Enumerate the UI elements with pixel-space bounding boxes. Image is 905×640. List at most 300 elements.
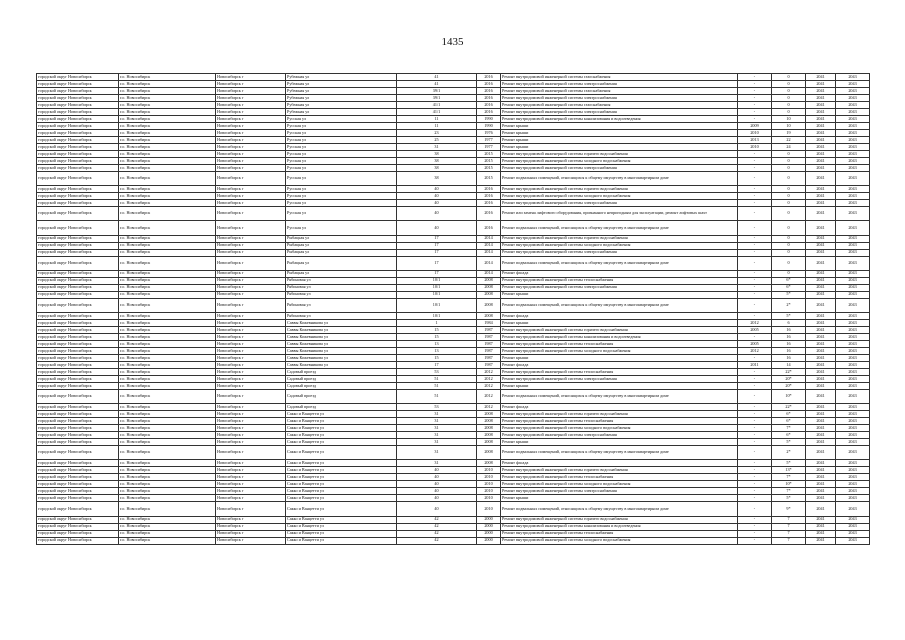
- plan-end-cell: 2043: [836, 207, 870, 221]
- year-built-cell: 2008: [477, 298, 501, 312]
- year-built-cell: 2015: [477, 158, 501, 165]
- year-built-cell: 2010: [477, 495, 501, 502]
- last-repair-year-cell: -: [738, 354, 772, 361]
- street-cell: Рябиновая ул: [286, 298, 397, 312]
- street-cell: Сакко и Ванцетти ул: [286, 474, 397, 481]
- last-repair-year-cell: -: [738, 116, 772, 123]
- district-cell: г.о. Новосибирск: [119, 418, 216, 425]
- last-repair-year-cell: 2009: [738, 123, 772, 130]
- municipality-cell: городской округ Новосибирск: [37, 382, 119, 389]
- table-row: [37, 172, 870, 186]
- table-row: [37, 81, 870, 88]
- work-type-cell: Ремонт внутридомовой инженерной системы газоснабжения: [501, 88, 738, 95]
- table-row: [37, 361, 870, 368]
- street-cell: Сакко и Ванцетти ул: [286, 446, 397, 460]
- locality-cell: Новосибирск г: [216, 130, 286, 137]
- locality-cell: Новосибирск г: [216, 326, 286, 333]
- municipality-cell: городской округ Новосибирск: [37, 495, 119, 502]
- work-type-cell: Ремонт внутридомовой инженерной системы теплоснабжения: [501, 368, 738, 375]
- work-type-cell: Ремонт внутридомовой инженерной системы электроснабжения: [501, 95, 738, 102]
- street-cell: Сакко и Ванцетти ул: [286, 537, 397, 544]
- municipality-cell: городской округ Новосибирск: [37, 298, 119, 312]
- municipality-cell: городской округ Новосибирск: [37, 277, 119, 284]
- municipality-cell: городской округ Новосибирск: [37, 270, 119, 277]
- locality-cell: Новосибирск г: [216, 95, 286, 102]
- wear-cell: 19: [772, 130, 806, 137]
- wear-cell: 16: [772, 326, 806, 333]
- house-cell: 53: [397, 404, 477, 411]
- wear-cell: 7: [772, 516, 806, 523]
- work-type-cell: Ремонт подвальных помещений, относящихся к общему имуществу в многоквартирном доме: [501, 172, 738, 186]
- table-row: [37, 137, 870, 144]
- year-built-cell: 2012: [477, 368, 501, 375]
- street-cell: Сакко и Ванцетти ул: [286, 495, 397, 502]
- street-cell: Рыбацкая ул: [286, 235, 397, 242]
- district-cell: г.о. Новосибирск: [119, 361, 216, 368]
- last-repair-year-cell: -: [738, 291, 772, 298]
- wear-cell: 5*: [772, 439, 806, 446]
- last-repair-year-cell: -: [738, 312, 772, 319]
- house-cell: 10/1: [397, 298, 477, 312]
- district-cell: г.о. Новосибирск: [119, 207, 216, 221]
- table-row: [37, 109, 870, 116]
- district-cell: г.о. Новосибирск: [119, 109, 216, 116]
- municipality-cell: городской округ Новосибирск: [37, 502, 119, 516]
- house-cell: 13: [397, 347, 477, 354]
- house-cell: 38: [397, 172, 477, 186]
- work-type-cell: Ремонт внутридомовой инженерной системы электроснабжения: [501, 488, 738, 495]
- last-repair-year-cell: -: [738, 404, 772, 411]
- plan-end-cell: 2043: [836, 277, 870, 284]
- plan-end-cell: 2043: [836, 130, 870, 137]
- municipality-cell: городской округ Новосибирск: [37, 326, 119, 333]
- plan-end-cell: 2043: [836, 102, 870, 109]
- year-built-cell: 2010: [477, 481, 501, 488]
- municipality-cell: городской округ Новосибирск: [37, 151, 119, 158]
- last-repair-year-cell: -: [738, 81, 772, 88]
- year-built-cell: 2010: [477, 467, 501, 474]
- last-repair-year-cell: 2012: [738, 319, 772, 326]
- plan-start-cell: 2041: [806, 116, 836, 123]
- year-built-cell: 2000: [477, 537, 501, 544]
- house-cell: 51: [397, 389, 477, 403]
- last-repair-year-cell: -: [738, 158, 772, 165]
- locality-cell: Новосибирск г: [216, 200, 286, 207]
- district-cell: г.о. Новосибирск: [119, 404, 216, 411]
- plan-start-cell: 2041: [806, 137, 836, 144]
- district-cell: г.о. Новосибирск: [119, 298, 216, 312]
- locality-cell: Новосибирск г: [216, 102, 286, 109]
- district-cell: г.о. Новосибирск: [119, 151, 216, 158]
- last-repair-year-cell: -: [738, 425, 772, 432]
- municipality-cell: городской округ Новосибирск: [37, 354, 119, 361]
- table-row: [37, 432, 870, 439]
- last-repair-year-cell: -: [738, 495, 772, 502]
- table-row: [37, 291, 870, 298]
- plan-end-cell: 2043: [836, 95, 870, 102]
- plan-start-cell: 2041: [806, 235, 836, 242]
- table-row: [37, 235, 870, 242]
- municipality-cell: городской округ Новосибирск: [37, 481, 119, 488]
- year-built-cell: 1987: [477, 340, 501, 347]
- table-row: [37, 200, 870, 207]
- locality-cell: Новосибирск г: [216, 186, 286, 193]
- plan-end-cell: 2043: [836, 144, 870, 151]
- plan-start-cell: 2041: [806, 425, 836, 432]
- plan-end-cell: 2043: [836, 165, 870, 172]
- wear-cell: 20*: [772, 375, 806, 382]
- last-repair-year-cell: -: [738, 537, 772, 544]
- house-cell: 41: [397, 74, 477, 81]
- year-built-cell: 1990: [477, 116, 501, 123]
- house-cell: 15: [397, 354, 477, 361]
- plan-start-cell: 2041: [806, 256, 836, 270]
- wear-cell: 6: [772, 319, 806, 326]
- locality-cell: Новосибирск г: [216, 193, 286, 200]
- house-cell: 31: [397, 432, 477, 439]
- table-row: [37, 347, 870, 354]
- wear-cell: 0: [772, 256, 806, 270]
- work-type-cell: Ремонт внутридомовой инженерной системы горячего водоснабжения: [501, 151, 738, 158]
- district-cell: г.о. Новосибирск: [119, 172, 216, 186]
- last-repair-year-cell: -: [738, 172, 772, 186]
- wear-cell: 5*: [772, 495, 806, 502]
- wear-cell: 0: [772, 102, 806, 109]
- street-cell: Рыбацкая ул: [286, 270, 397, 277]
- work-type-cell: Ремонт фасада: [501, 460, 738, 467]
- wear-cell: 0: [772, 207, 806, 221]
- table-row: [37, 418, 870, 425]
- plan-end-cell: 2043: [836, 418, 870, 425]
- municipality-cell: городской округ Новосибирск: [37, 523, 119, 530]
- locality-cell: Новосибирск г: [216, 172, 286, 186]
- plan-end-cell: 2043: [836, 74, 870, 81]
- district-cell: г.о. Новосибирск: [119, 502, 216, 516]
- house-cell: 31: [397, 144, 477, 151]
- house-cell: 10/1: [397, 291, 477, 298]
- house-cell: 17: [397, 270, 477, 277]
- locality-cell: Новосибирск г: [216, 495, 286, 502]
- street-cell: Рябиновая ул: [286, 291, 397, 298]
- wear-cell: 2*: [772, 298, 806, 312]
- work-type-cell: Ремонт внутридомовой инженерной системы холодного водоснабжения: [501, 537, 738, 544]
- house-cell: 42: [397, 537, 477, 544]
- municipality-cell: городской округ Новосибирск: [37, 488, 119, 495]
- municipality-cell: городской округ Новосибирск: [37, 411, 119, 418]
- table-row: [37, 284, 870, 291]
- house-cell: 40: [397, 200, 477, 207]
- house-cell: 11: [397, 116, 477, 123]
- table-row: [37, 368, 870, 375]
- wear-cell: 16: [772, 347, 806, 354]
- year-built-cell: 2000: [477, 516, 501, 523]
- wear-cell: 20*: [772, 382, 806, 389]
- district-cell: г.о. Новосибирск: [119, 200, 216, 207]
- municipality-cell: городской округ Новосибирск: [37, 404, 119, 411]
- street-cell: Русская ул: [286, 123, 397, 130]
- locality-cell: Новосибирск г: [216, 418, 286, 425]
- plan-end-cell: 2043: [836, 368, 870, 375]
- work-type-cell: Ремонт внутридомовой инженерной системы холодного водоснабжения: [501, 347, 738, 354]
- table-row: [37, 102, 870, 109]
- plan-start-cell: 2041: [806, 102, 836, 109]
- locality-cell: Новосибирск г: [216, 319, 286, 326]
- year-built-cell: 2008: [477, 425, 501, 432]
- work-type-cell: Ремонт внутридомовой инженерной системы холодного водоснабжения: [501, 242, 738, 249]
- district-cell: г.о. Новосибирск: [119, 432, 216, 439]
- municipality-cell: городской округ Новосибирск: [37, 347, 119, 354]
- plan-end-cell: 2043: [836, 88, 870, 95]
- year-built-cell: 2008: [477, 446, 501, 460]
- district-cell: г.о. Новосибирск: [119, 193, 216, 200]
- street-cell: Сакко и Ванцетти ул: [286, 411, 397, 418]
- street-cell: Русская ул: [286, 186, 397, 193]
- year-built-cell: 1976: [477, 130, 501, 137]
- plan-end-cell: 2043: [836, 382, 870, 389]
- house-cell: 41/1: [397, 102, 477, 109]
- house-cell: 15: [397, 333, 477, 340]
- municipality-cell: городской округ Новосибирск: [37, 291, 119, 298]
- municipality-cell: городской округ Новосибирск: [37, 200, 119, 207]
- house-cell: 17: [397, 256, 477, 270]
- district-cell: г.о. Новосибирск: [119, 481, 216, 488]
- street-cell: Садовый проезд: [286, 404, 397, 411]
- work-type-cell: Ремонт фасада: [501, 312, 738, 319]
- plan-end-cell: 2043: [836, 347, 870, 354]
- year-built-cell: 1977: [477, 144, 501, 151]
- street-cell: Рубежная ул: [286, 88, 397, 95]
- locality-cell: Новосибирск г: [216, 502, 286, 516]
- wear-cell: 24: [772, 144, 806, 151]
- district-cell: г.о. Новосибирск: [119, 340, 216, 347]
- last-repair-year-cell: 2012: [738, 347, 772, 354]
- wear-cell: 0: [772, 270, 806, 277]
- plan-end-cell: 2043: [836, 333, 870, 340]
- plan-end-cell: 2043: [836, 284, 870, 291]
- plan-end-cell: 2043: [836, 193, 870, 200]
- work-type-cell: Ремонт внутридомовой инженерной системы теплоснабжения: [501, 277, 738, 284]
- locality-cell: Новосибирск г: [216, 221, 286, 235]
- street-cell: Сакко и Ванцетти ул: [286, 460, 397, 467]
- locality-cell: Новосибирск г: [216, 249, 286, 256]
- plan-end-cell: 2043: [836, 389, 870, 403]
- locality-cell: Новосибирск г: [216, 270, 286, 277]
- house-cell: 40: [397, 481, 477, 488]
- street-cell: Сакко и Ванцетти ул: [286, 502, 397, 516]
- locality-cell: Новосибирск г: [216, 81, 286, 88]
- last-repair-year-cell: -: [738, 516, 772, 523]
- plan-start-cell: 2041: [806, 249, 836, 256]
- plan-end-cell: 2043: [836, 523, 870, 530]
- work-type-cell: Ремонт внутридомовой инженерной системы электроснабжения: [501, 375, 738, 382]
- street-cell: Саввы Кожевникова ул: [286, 361, 397, 368]
- work-type-cell: Ремонт внутридомовой инженерной системы горячего водоснабжения: [501, 235, 738, 242]
- plan-start-cell: 2041: [806, 382, 836, 389]
- district-cell: г.о. Новосибирск: [119, 368, 216, 375]
- plan-end-cell: 2043: [836, 151, 870, 158]
- street-cell: Русская ул: [286, 200, 397, 207]
- last-repair-year-cell: 2013: [738, 137, 772, 144]
- house-cell: 41/1: [397, 109, 477, 116]
- wear-cell: 16: [772, 340, 806, 347]
- municipality-cell: городской округ Новосибирск: [37, 81, 119, 88]
- year-built-cell: 2000: [477, 530, 501, 537]
- municipality-cell: городской округ Новосибирск: [37, 375, 119, 382]
- wear-cell: 0: [772, 249, 806, 256]
- last-repair-year-cell: -: [738, 432, 772, 439]
- municipality-cell: городской округ Новосибирск: [37, 144, 119, 151]
- year-built-cell: 2012: [477, 382, 501, 389]
- work-type-cell: Ремонт внутридомовой инженерной системы канализования и водоотведения: [501, 523, 738, 530]
- last-repair-year-cell: -: [738, 481, 772, 488]
- plan-start-cell: 2041: [806, 439, 836, 446]
- wear-cell: 0: [772, 165, 806, 172]
- municipality-cell: городской округ Новосибирск: [37, 193, 119, 200]
- wear-cell: 7*: [772, 425, 806, 432]
- wear-cell: 16: [772, 333, 806, 340]
- district-cell: г.о. Новосибирск: [119, 123, 216, 130]
- district-cell: г.о. Новосибирск: [119, 530, 216, 537]
- municipality-cell: городской округ Новосибирск: [37, 221, 119, 235]
- municipality-cell: городской округ Новосибирск: [37, 88, 119, 95]
- district-cell: г.о. Новосибирск: [119, 165, 216, 172]
- work-type-cell: Ремонт внутридомовой инженерной системы теплоснабжения: [501, 418, 738, 425]
- municipality-cell: городской округ Новосибирск: [37, 439, 119, 446]
- plan-start-cell: 2041: [806, 221, 836, 235]
- year-built-cell: 2015: [477, 165, 501, 172]
- wear-cell: 10: [772, 116, 806, 123]
- year-built-cell: 1987: [477, 333, 501, 340]
- plan-start-cell: 2041: [806, 368, 836, 375]
- table-row: [37, 123, 870, 130]
- plan-end-cell: 2043: [836, 537, 870, 544]
- house-cell: 53: [397, 368, 477, 375]
- work-type-cell: Ремонт внутридомовой инженерной системы холодного водоснабжения: [501, 193, 738, 200]
- work-type-cell: Ремонт внутридомовой инженерной системы холодного водоснабжения: [501, 425, 738, 432]
- house-cell: 31: [397, 425, 477, 432]
- plan-end-cell: 2043: [836, 235, 870, 242]
- district-cell: г.о. Новосибирск: [119, 523, 216, 530]
- work-type-cell: Ремонт подвальных помещений, относящихся к общему имуществу в многоквартирном доме: [501, 446, 738, 460]
- locality-cell: Новосибирск г: [216, 530, 286, 537]
- last-repair-year-cell: 2010: [738, 144, 772, 151]
- street-cell: Русская ул: [286, 158, 397, 165]
- work-type-cell: Ремонт внутридомовой инженерной системы горячего водоснабжения: [501, 411, 738, 418]
- street-cell: Сакко и Ванцетти ул: [286, 439, 397, 446]
- year-built-cell: 1987: [477, 354, 501, 361]
- plan-start-cell: 2041: [806, 467, 836, 474]
- house-cell: 41: [397, 81, 477, 88]
- plan-start-cell: 2041: [806, 389, 836, 403]
- work-type-cell: Ремонт внутридомовой инженерной системы теплоснабжения: [501, 340, 738, 347]
- locality-cell: Новосибирск г: [216, 242, 286, 249]
- plan-start-cell: 2041: [806, 319, 836, 326]
- district-cell: г.о. Новосибирск: [119, 137, 216, 144]
- district-cell: г.о. Новосибирск: [119, 74, 216, 81]
- locality-cell: Новосибирск г: [216, 277, 286, 284]
- plan-end-cell: 2043: [836, 411, 870, 418]
- year-built-cell: 2016: [477, 88, 501, 95]
- house-cell: 11: [397, 123, 477, 130]
- municipality-cell: городской округ Новосибирск: [37, 418, 119, 425]
- year-built-cell: 2016: [477, 81, 501, 88]
- work-type-cell: Ремонт внутридомовой инженерной системы электроснабжения: [501, 284, 738, 291]
- street-cell: Сакко и Ванцетти ул: [286, 467, 397, 474]
- table-row: [37, 354, 870, 361]
- plan-start-cell: 2041: [806, 130, 836, 137]
- district-cell: г.о. Новосибирск: [119, 326, 216, 333]
- table-row: [37, 95, 870, 102]
- page-number: 1435: [441, 36, 464, 48]
- last-repair-year-cell: -: [738, 256, 772, 270]
- municipality-cell: городской округ Новосибирск: [37, 389, 119, 403]
- plan-start-cell: 2041: [806, 340, 836, 347]
- district-cell: г.о. Новосибирск: [119, 291, 216, 298]
- district-cell: г.о. Новосибирск: [119, 474, 216, 481]
- municipality-cell: городской округ Новосибирск: [37, 446, 119, 460]
- plan-start-cell: 2041: [806, 502, 836, 516]
- last-repair-year-cell: -: [738, 95, 772, 102]
- locality-cell: Новосибирск г: [216, 375, 286, 382]
- wear-cell: 6*: [772, 418, 806, 425]
- year-built-cell: 2008: [477, 460, 501, 467]
- year-built-cell: 2008: [477, 277, 501, 284]
- locality-cell: Новосибирск г: [216, 467, 286, 474]
- capital-repair-table: [36, 73, 870, 545]
- street-cell: Саввы Кожевникова ул: [286, 326, 397, 333]
- district-cell: г.о. Новосибирск: [119, 256, 216, 270]
- street-cell: Рябиновая ул: [286, 312, 397, 319]
- locality-cell: Новосибирск г: [216, 123, 286, 130]
- table-row: [37, 333, 870, 340]
- plan-end-cell: 2043: [836, 123, 870, 130]
- municipality-cell: городской округ Новосибирск: [37, 516, 119, 523]
- plan-end-cell: 2043: [836, 439, 870, 446]
- house-cell: 42: [397, 523, 477, 530]
- street-cell: Сакко и Ванцетти ул: [286, 425, 397, 432]
- district-cell: г.о. Новосибирск: [119, 333, 216, 340]
- wear-cell: 5*: [772, 312, 806, 319]
- table-row: [37, 249, 870, 256]
- work-type-cell: Ремонт внутридомовой инженерной системы электроснабжения: [501, 165, 738, 172]
- street-cell: Русская ул: [286, 165, 397, 172]
- last-repair-year-cell: -: [738, 221, 772, 235]
- table-row: [37, 144, 870, 151]
- municipality-cell: городской округ Новосибирск: [37, 123, 119, 130]
- year-built-cell: 2012: [477, 389, 501, 403]
- work-type-cell: Ремонт крыши: [501, 291, 738, 298]
- municipality-cell: городской округ Новосибирск: [37, 74, 119, 81]
- year-built-cell: 2000: [477, 523, 501, 530]
- work-type-cell: Ремонт крыши: [501, 354, 738, 361]
- municipality-cell: городской округ Новосибирск: [37, 425, 119, 432]
- wear-cell: 9*: [772, 502, 806, 516]
- district-cell: г.о. Новосибирск: [119, 116, 216, 123]
- locality-cell: Новосибирск г: [216, 256, 286, 270]
- year-built-cell: 2016: [477, 109, 501, 116]
- plan-end-cell: 2043: [836, 172, 870, 186]
- street-cell: Рябиновая ул: [286, 277, 397, 284]
- table-row: [37, 530, 870, 537]
- district-cell: г.о. Новосибирск: [119, 425, 216, 432]
- last-repair-year-cell: -: [738, 467, 772, 474]
- last-repair-year-cell: -: [738, 418, 772, 425]
- house-cell: 1: [397, 319, 477, 326]
- year-built-cell: 2014: [477, 256, 501, 270]
- municipality-cell: городской округ Новосибирск: [37, 137, 119, 144]
- plan-start-cell: 2041: [806, 530, 836, 537]
- year-built-cell: 2016: [477, 74, 501, 81]
